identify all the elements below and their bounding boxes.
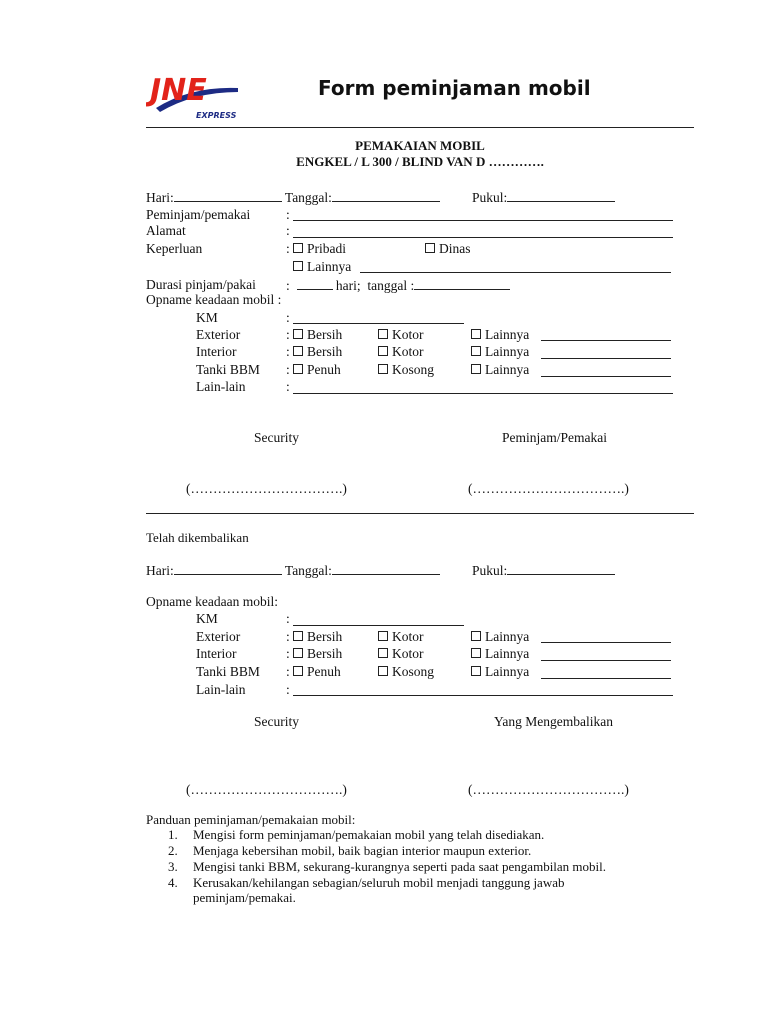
hari-field-2[interactable]: [174, 562, 282, 575]
lainlain-label-2: Lain-lain: [196, 682, 246, 697]
exterior-kotor[interactable]: Kotor: [378, 327, 424, 343]
exterior-kotor-2[interactable]: Kotor: [378, 629, 424, 645]
form-heading-2: ENGKEL / L 300 / BLIND VAN D ………….: [296, 154, 544, 169]
tanki-lainnya[interactable]: Lainnya: [471, 362, 529, 378]
tanki-lainnya-field[interactable]: [541, 376, 671, 377]
pribadi-option[interactable]: Pribadi: [293, 241, 346, 257]
returned-label: Telah dikembalikan: [146, 530, 249, 545]
colon: :: [286, 207, 290, 222]
hari-label: Hari:: [146, 190, 174, 205]
hari-row: [146, 189, 440, 206]
tanki-penuh-2[interactable]: Penuh: [293, 664, 341, 680]
tanki-kosong-2[interactable]: Kosong: [378, 664, 434, 680]
tanki-lainnya-field-2[interactable]: [541, 678, 671, 679]
durasi-tanggal-field[interactable]: [414, 277, 510, 290]
durasi-row: : hari; tanggal :: [286, 277, 510, 294]
interior-lainnya-field-2[interactable]: [541, 660, 671, 661]
peminjam-sign-field[interactable]: (…………………………….): [468, 481, 629, 496]
lainlain-field-2[interactable]: [293, 695, 673, 696]
pukul-field[interactable]: [507, 189, 615, 202]
dinas-option[interactable]: Dinas: [425, 241, 471, 257]
durasi-hari-field[interactable]: [297, 277, 333, 290]
colon: :: [286, 241, 290, 256]
tanki-kosong[interactable]: Kosong: [378, 362, 434, 378]
opname-label-2: Opname keadaan mobil:: [146, 594, 278, 609]
colon: :: [286, 310, 290, 325]
interior-label-2: Interior: [196, 646, 237, 661]
interior-label: Interior: [196, 344, 237, 359]
interior-lainnya-2[interactable]: Lainnya: [471, 646, 529, 662]
interior-bersih[interactable]: Bersih: [293, 344, 342, 360]
guide-item-4-text: Kerusakan/kehilangan sebagian/seluruh mobil menjadi tanggung jawab: [193, 875, 565, 890]
security-sign-field-2[interactable]: (…………………………….): [186, 782, 347, 797]
exterior-lainnya-field-2[interactable]: [541, 642, 671, 643]
alamat-field[interactable]: [293, 237, 673, 238]
pukul-row-2: Pukul:: [472, 562, 615, 579]
security-sign-label: Security: [254, 430, 299, 445]
tanki-label: Tanki BBM: [196, 362, 260, 377]
pukul-field-2[interactable]: [507, 562, 615, 575]
interior-kotor[interactable]: Kotor: [378, 344, 424, 360]
form-heading-1: PEMAKAIAN MOBIL: [355, 138, 485, 153]
hari-row-2: Hari: Tanggal:: [146, 562, 440, 579]
interior-bersih-2[interactable]: Bersih: [293, 646, 342, 662]
guide-title: Panduan peminjaman/pemakaian mobil:: [146, 812, 356, 827]
guide-item-2-text: Menjaga kebersihan mobil, baik bagian interior maupun exterior.: [193, 843, 532, 858]
guide-item-1: 1.: [168, 827, 178, 842]
exterior-bersih[interactable]: Bersih: [293, 327, 342, 343]
lainlain-field[interactable]: [293, 393, 673, 394]
opname-label: Opname keadaan mobil :: [146, 292, 282, 307]
section-divider: [146, 513, 694, 514]
security-sign-label-2: Security: [254, 714, 299, 729]
tanki-penuh[interactable]: Penuh: [293, 362, 341, 378]
checkbox[interactable]: [293, 261, 303, 271]
peminjam-field[interactable]: [293, 220, 673, 221]
guide-item-4-cont: peminjam/pemakai.: [193, 890, 296, 905]
exterior-lainnya-2[interactable]: Lainnya: [471, 629, 529, 645]
checkbox[interactable]: [293, 243, 303, 253]
jne-express-logo: [146, 68, 246, 122]
lainnya-option[interactable]: Lainnya: [293, 259, 351, 275]
tanggal-field[interactable]: [332, 189, 440, 202]
hari-field[interactable]: [174, 189, 282, 202]
guide-item-3: 3.: [168, 859, 178, 874]
pengembali-sign-field[interactable]: (…………………………….): [468, 782, 629, 797]
exterior-label-2: Exterior: [196, 629, 241, 644]
guide-item-1-text: Mengisi form peminjaman/pemakaian mobil yang telah disediakan.: [193, 827, 545, 842]
logo-subtext: EXPRESS: [196, 111, 237, 120]
tanki-label-2: Tanki BBM: [196, 664, 260, 679]
keperluan-label: Keperluan: [146, 241, 203, 256]
colon: :: [286, 223, 290, 238]
security-sign-field[interactable]: (…………………………….): [186, 481, 347, 496]
alamat-label: Alamat: [146, 223, 186, 238]
pukul-label: Pukul:: [472, 190, 508, 205]
guide-item-2: 2.: [168, 843, 178, 858]
km-label: KM: [196, 310, 218, 325]
km-label-2: KM: [196, 611, 218, 626]
header-divider: [146, 127, 694, 128]
checkbox[interactable]: [425, 243, 435, 253]
guide-item-4: 4.: [168, 875, 178, 890]
exterior-label: Exterior: [196, 327, 241, 342]
tanki-lainnya-2[interactable]: Lainnya: [471, 664, 529, 680]
interior-lainnya[interactable]: Lainnya: [471, 344, 529, 360]
km-field[interactable]: [293, 323, 464, 324]
durasi-label: Durasi pinjam/pakai: [146, 277, 256, 292]
peminjam-sign-label: Peminjam/Pemakai: [502, 430, 607, 445]
tanggal-field-2[interactable]: [332, 562, 440, 575]
exterior-lainnya-field[interactable]: [541, 340, 671, 341]
lainlain-label: Lain-lain: [196, 379, 246, 394]
exterior-lainnya[interactable]: Lainnya: [471, 327, 529, 343]
lainnya-field[interactable]: [360, 272, 671, 273]
page-title: Form peminjaman mobil: [318, 76, 591, 100]
peminjam-label: Peminjam/pemakai: [146, 207, 251, 222]
exterior-bersih-2[interactable]: Bersih: [293, 629, 342, 645]
logo-text: JNE: [150, 73, 207, 108]
tanggal-label: Tanggal:: [284, 190, 332, 205]
interior-kotor-2[interactable]: Kotor: [378, 646, 424, 662]
pukul-row: [472, 189, 615, 206]
interior-lainnya-field[interactable]: [541, 358, 671, 359]
km-field-2[interactable]: [293, 625, 464, 626]
guide-item-3-text: Mengisi tanki BBM, sekurang-kurangnya seperti pada saat pengambilan mobil.: [193, 859, 607, 874]
pengembali-sign-label: Yang Mengembalikan: [494, 714, 613, 729]
